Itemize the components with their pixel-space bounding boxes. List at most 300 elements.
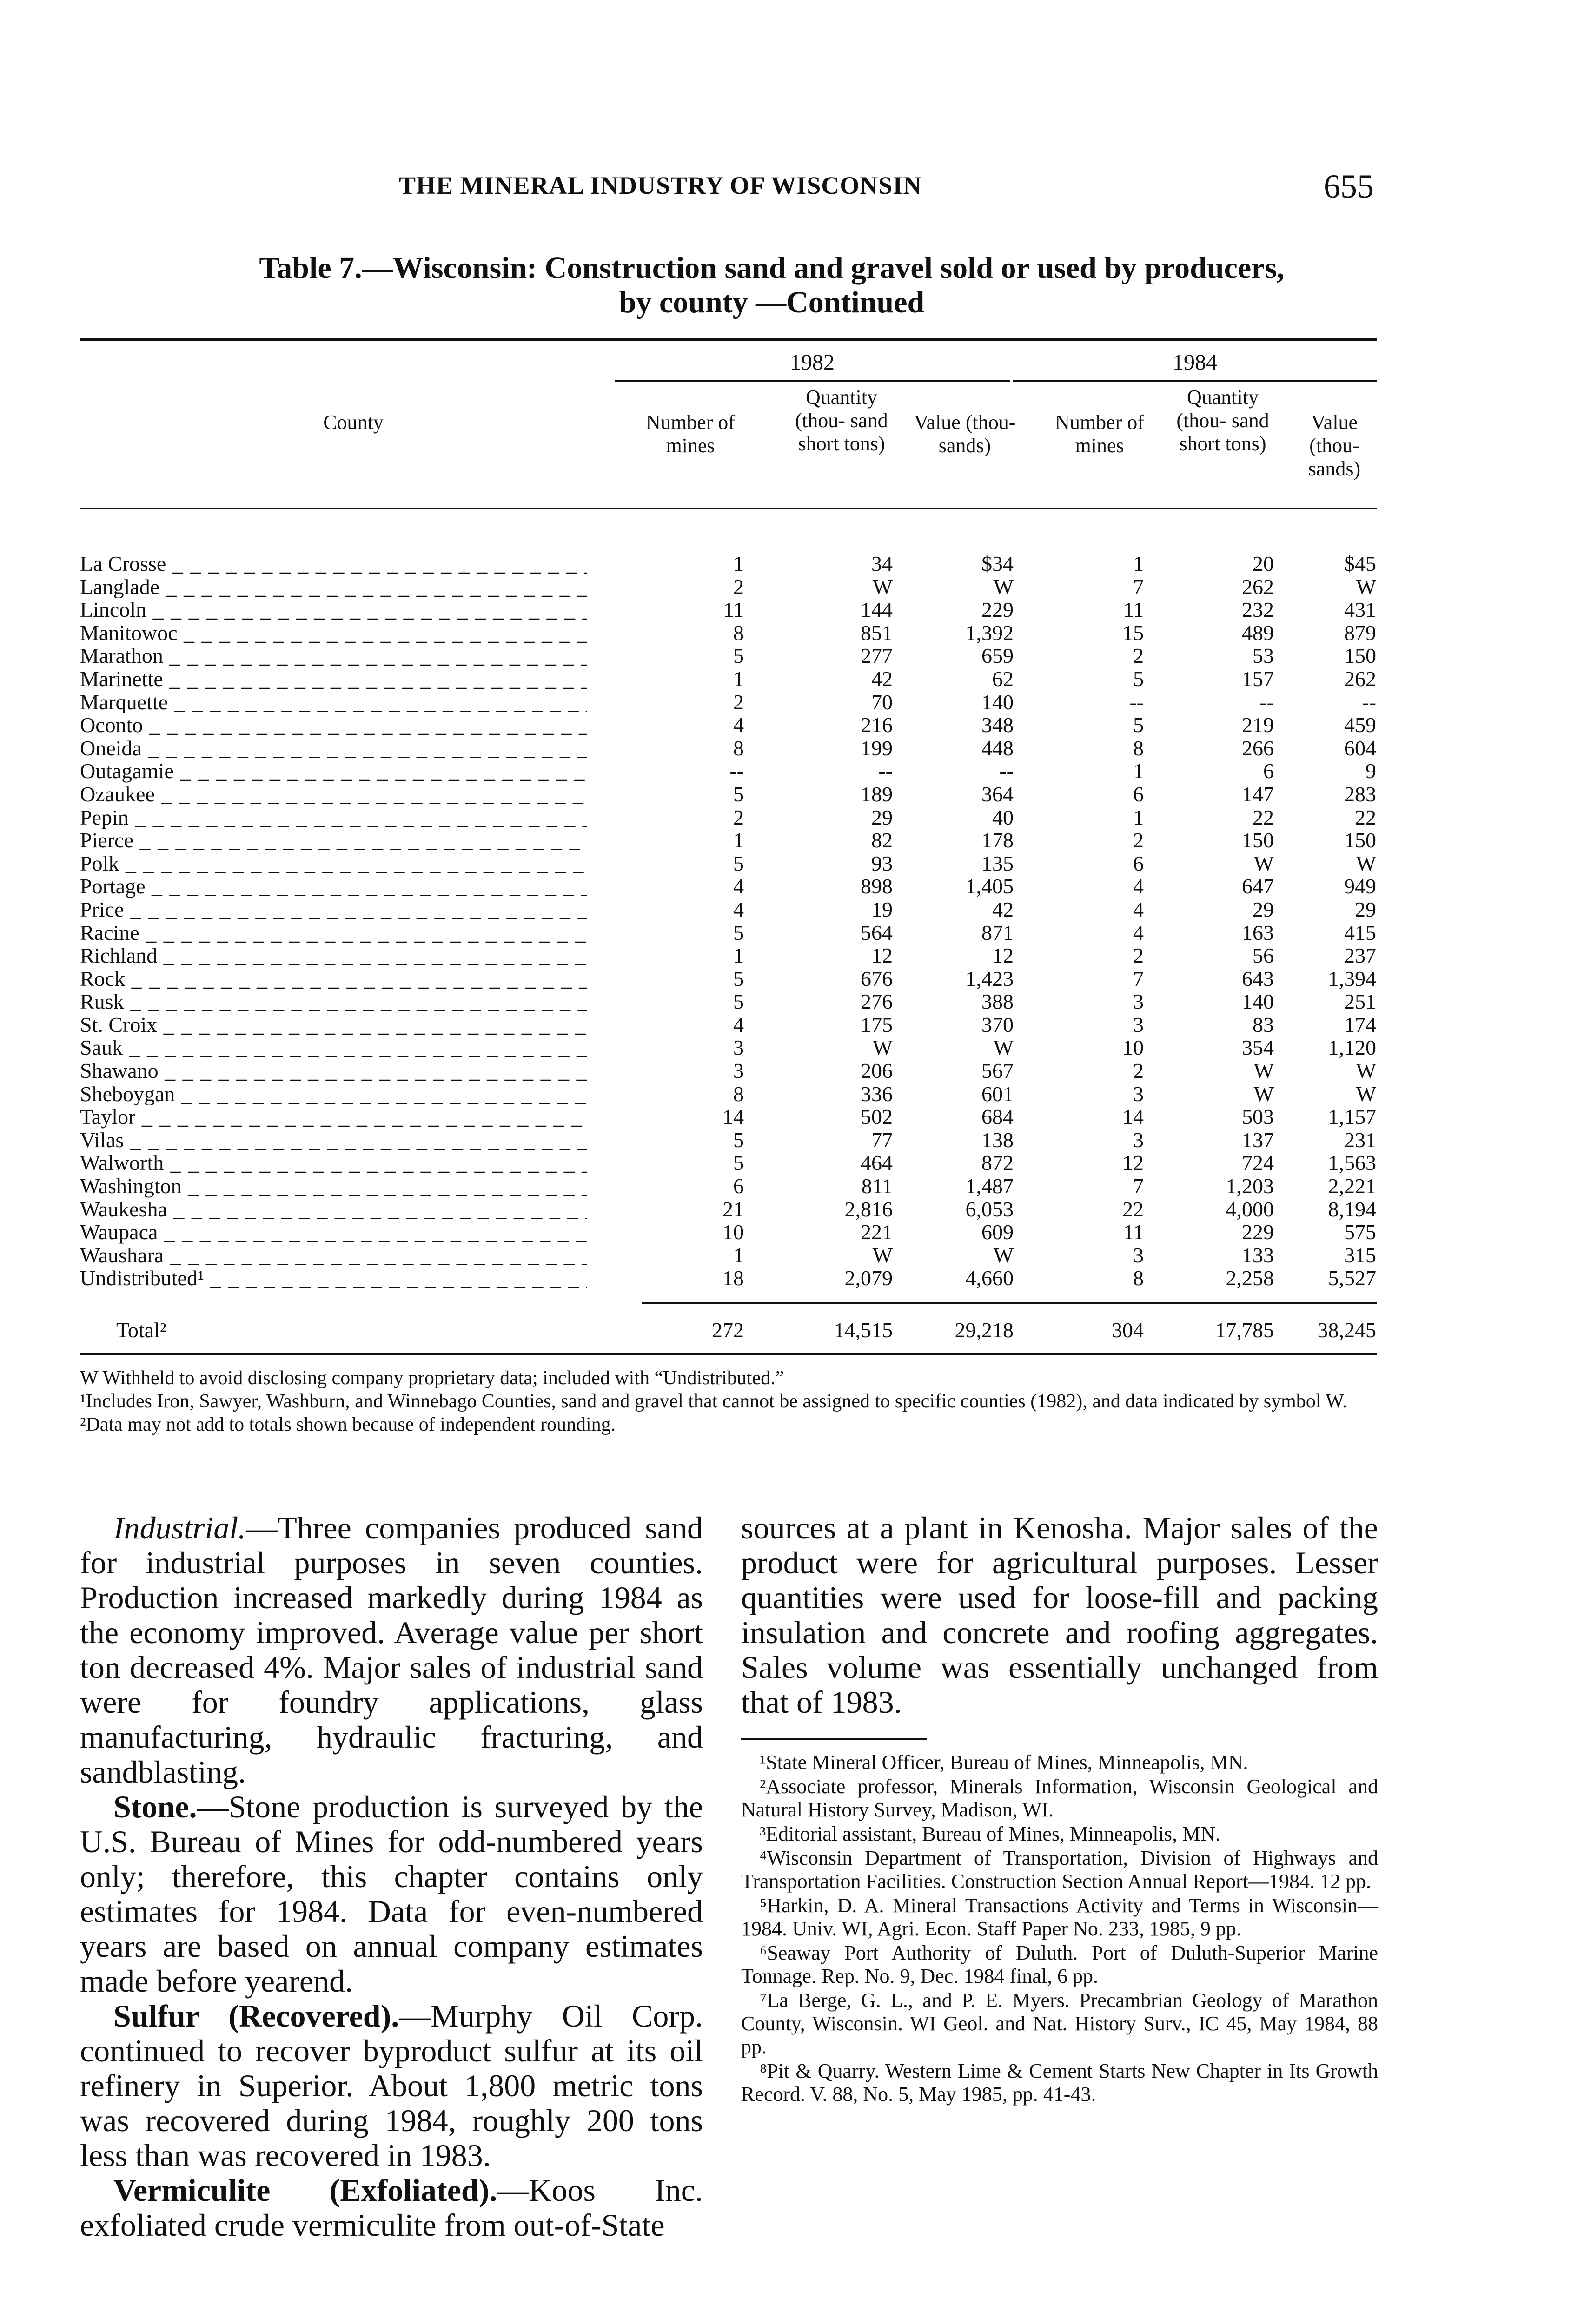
mines-1984: 3 [1133, 1082, 1144, 1106]
value-1984: W [1356, 1059, 1376, 1083]
quantity-1982: 502 [861, 1105, 893, 1129]
mines-1984: 4 [1133, 920, 1144, 944]
stone-text: —Stone production is surveyed by the U.S. Bureau of Mines for odd-numbered years only; therefore, this chapter contains only estimates for 1984. Data for even-numbered years are based on annual company estimates made before yearend. [80, 1789, 703, 1999]
total-mines-1984: 304 [1112, 1318, 1144, 1342]
total-label: Total² [116, 1318, 166, 1342]
mines-1984: 2 [1133, 944, 1144, 968]
table-row [0, 875, 1571, 898]
value-1984: 262 [1344, 667, 1376, 691]
value-1984: 150 [1344, 828, 1376, 852]
paragraph-continued: sources at a plant in Kenosha. Major sales of the product were for agricultural purposes. Lesser quantities were used for loose-fill and packing insulation and concrete and roofing aggregates. Sales volume was essentially unchanged from that of 1983. [741, 1510, 1378, 1720]
total-quantity-1982: 14,515 [834, 1318, 893, 1342]
value-1982: 659 [981, 644, 1014, 668]
mines-1982: 3 [733, 1059, 744, 1083]
table-row [0, 1105, 1571, 1129]
table-row [0, 598, 1571, 621]
body-column-right [741, 1511, 1378, 2107]
table-row [0, 1244, 1571, 1267]
quantity-1982: 19 [871, 897, 893, 921]
quantity-1984: 489 [1242, 621, 1274, 645]
county-name: Lincoln _ _ _ [80, 598, 587, 621]
mines-1984: 1 [1133, 805, 1144, 829]
mines-1984: 2 [1133, 644, 1144, 668]
mines-1984: 14 [1122, 1105, 1144, 1129]
table-caption [167, 251, 1376, 320]
value-1984: 8,194 [1328, 1197, 1376, 1221]
mines-1982: 4 [733, 713, 744, 737]
mines-1984: 12 [1122, 1151, 1144, 1175]
quantity-1984: -- [1259, 690, 1274, 714]
sulfur-text: —Murphy Oil Corp. continued to recover byproduct sulfur at its oil refinery in Superior. About 1,800 metric tons was recovered during 1984, roughly 200 tons less than was recovered in 1983. [80, 1998, 703, 2173]
mines-1984: 1 [1133, 759, 1144, 783]
quantity-1982: 12 [871, 944, 893, 968]
county-name: Undistributed¹ _ _ _ [80, 1267, 587, 1290]
quantity-1984: 140 [1242, 990, 1274, 1014]
mines-1984: 8 [1133, 1266, 1144, 1290]
county-name: Langlade _ _ _ [80, 575, 587, 599]
quantity-1984: 219 [1242, 713, 1274, 737]
mines-1984: 10 [1122, 1036, 1144, 1060]
mines-1982: 4 [733, 897, 744, 921]
mines-1984: 7 [1133, 966, 1144, 990]
county-name: Waukesha _ _ _ [80, 1198, 587, 1221]
county-name: Rusk _ _ _ [80, 990, 587, 1013]
quantity-1982: 34 [871, 552, 893, 575]
quantity-1984: 724 [1242, 1151, 1274, 1175]
table-row [0, 783, 1571, 806]
county-name: St. Croix _ _ _ [80, 1013, 587, 1037]
footnote: ⁵Harkin, D. A. Mineral Transactions Activity and Terms in Wisconsin—1984. Univ. WI, Agri. Econ. Staff Paper No. 233, 1985, 9 pp. [741, 1894, 1378, 1940]
table-row [0, 921, 1571, 944]
quantity-1982: 2,816 [844, 1197, 893, 1221]
quantity-1984: 643 [1242, 966, 1274, 990]
value-1984: 575 [1344, 1220, 1376, 1244]
mines-1984: 2 [1133, 1059, 1144, 1083]
header-county: County [323, 411, 384, 434]
value-1984: 22 [1355, 805, 1376, 829]
mines-1984: 3 [1133, 1128, 1144, 1152]
value-1982: 140 [981, 690, 1014, 714]
mines-1984: 11 [1123, 1220, 1144, 1244]
mines-1984: 8 [1133, 736, 1144, 760]
table-row [0, 829, 1571, 852]
stone-heading: Stone. [113, 1789, 197, 1824]
mines-1982: 2 [733, 690, 744, 714]
value-1982: 178 [981, 828, 1014, 852]
quantity-1982: 93 [871, 851, 893, 875]
value-1982: 42 [992, 897, 1014, 921]
value-1982: -- [999, 759, 1014, 783]
value-1982: 1,392 [965, 621, 1014, 645]
county-name: Washington _ _ _ [80, 1175, 587, 1198]
header-mines-1984: Number of mines [1055, 411, 1144, 457]
value-1984: W [1356, 574, 1376, 599]
mines-1982: 5 [733, 851, 744, 875]
mines-1984: 15 [1122, 621, 1144, 645]
mines-1982: 5 [733, 644, 744, 668]
paragraph-stone [80, 1789, 703, 1999]
quantity-1982: 82 [871, 828, 893, 852]
table-row [0, 667, 1571, 691]
quantity-1982: W [872, 1036, 893, 1060]
quantity-1984: 647 [1242, 874, 1274, 898]
quantity-1982: 276 [861, 990, 893, 1014]
footnote: ⁶Seaway Port Authority of Duluth. Port of Duluth-Superior Marine Tonnage. Rep. No. 9, Dec. 1984 final, 6 pp. [741, 1941, 1378, 1987]
county-name: Walworth _ _ _ [80, 1151, 587, 1175]
county-name: La Crosse _ _ _ [80, 552, 587, 575]
county-name: Richland _ _ _ [80, 944, 587, 967]
table-row [0, 1059, 1571, 1083]
value-1984: 5,527 [1328, 1266, 1376, 1290]
vermiculite-heading: Vermiculite (Exfoliated). [113, 2172, 497, 2208]
mines-1982: 5 [733, 1128, 744, 1152]
quantity-1984: 262 [1242, 574, 1274, 599]
table-row [0, 1013, 1571, 1037]
county-name: Vilas _ _ _ [80, 1129, 587, 1152]
quantity-1982: 70 [871, 690, 893, 714]
total-mines-1982: 272 [712, 1318, 744, 1342]
county-name: Pepin _ _ _ [80, 806, 587, 829]
county-name: Polk _ _ _ [80, 852, 587, 875]
table-row [0, 1129, 1571, 1152]
value-1984: 604 [1344, 736, 1376, 760]
mines-1984: 3 [1133, 990, 1144, 1014]
value-1984: $45 [1344, 552, 1376, 575]
table-row [0, 759, 1571, 783]
quantity-1984: 83 [1253, 1012, 1274, 1037]
mines-1982: 1 [733, 944, 744, 968]
county-name: Manitowoc _ _ _ [80, 621, 587, 645]
value-1982: 1,423 [965, 966, 1014, 990]
table-top-rule [80, 338, 1377, 341]
header-bottom-rule [80, 508, 1377, 509]
value-1982: 388 [981, 990, 1014, 1014]
mines-1984: 6 [1133, 851, 1144, 875]
mines-1982: 2 [733, 805, 744, 829]
value-1984: 231 [1344, 1128, 1376, 1152]
mines-1984: 2 [1133, 828, 1144, 852]
total-value-1984: 38,245 [1317, 1318, 1376, 1342]
mines-1982: 11 [723, 598, 744, 622]
mines-1982: 1 [733, 1243, 744, 1267]
header-quantity-1984: Quantity (thou- sand short tons) [1176, 386, 1269, 455]
quantity-1982: 175 [861, 1012, 893, 1037]
value-1982: 6,053 [965, 1197, 1014, 1221]
mines-1982: 8 [733, 736, 744, 760]
mines-1982: 1 [733, 552, 744, 575]
mines-1982: 21 [723, 1197, 744, 1221]
header-value-1982: Value (thou- sands) [914, 411, 1016, 457]
mines-1984: 4 [1133, 897, 1144, 921]
quantity-1984: 29 [1253, 897, 1274, 921]
mines-1984: 6 [1133, 782, 1144, 806]
total-row [0, 1316, 1571, 1344]
total-rule-1 [642, 1302, 1377, 1304]
quantity-1984: 229 [1242, 1220, 1274, 1244]
total-value-1982: 29,218 [955, 1318, 1014, 1342]
quantity-1984: W [1253, 1082, 1274, 1106]
year-1982: 1982 [790, 350, 835, 375]
value-1984: 1,563 [1328, 1151, 1376, 1175]
value-1982: 12 [992, 944, 1014, 968]
quantity-1982: 851 [861, 621, 893, 645]
quantity-1982: 221 [861, 1220, 893, 1244]
quantity-1982: 811 [861, 1174, 893, 1198]
county-name: Taylor _ _ _ [80, 1105, 587, 1129]
mines-1982: 5 [733, 920, 744, 944]
table-row [0, 1151, 1571, 1175]
table-body [0, 552, 1571, 1290]
value-1984: 237 [1344, 944, 1376, 968]
vermiculite-text: —Koos Inc. exfoliated crude vermiculite from out-of-State [80, 2172, 703, 2243]
county-name: Portage _ _ _ [80, 875, 587, 898]
mines-1984: 5 [1133, 713, 1144, 737]
industrial-heading: Industrial. [113, 1510, 246, 1545]
table-row [0, 990, 1571, 1013]
mines-1982: 18 [723, 1266, 744, 1290]
footnote-rule [741, 1738, 927, 1740]
table-note: W Withheld to avoid disclosing company proprietary data; included with “Undistributed.” [80, 1367, 784, 1389]
value-1984: 2,221 [1328, 1174, 1376, 1198]
quantity-1984: 137 [1242, 1128, 1274, 1152]
table-note: ¹Includes Iron, Sawyer, Washburn, and Winnebago Counties, sand and gravel that cannot be assigned to specific counties (1982), and data indicated by symbol W. [80, 1391, 1347, 1412]
table-row [0, 1267, 1571, 1290]
quantity-1984: 2,258 [1226, 1266, 1274, 1290]
value-1984: 29 [1355, 897, 1376, 921]
county-name: Racine _ _ _ [80, 921, 587, 944]
county-name: Marathon _ _ _ [80, 644, 587, 667]
value-1982: 62 [992, 667, 1014, 691]
quantity-1982: W [872, 1243, 893, 1267]
quantity-1984: 157 [1242, 667, 1274, 691]
value-1982: W [993, 574, 1014, 599]
value-1984: W [1356, 851, 1376, 875]
year-1984-rule [1013, 380, 1377, 382]
value-1982: 1,487 [965, 1174, 1014, 1198]
sulfur-heading: Sulfur (Recovered). [113, 1998, 399, 2034]
table-row [0, 1198, 1571, 1221]
mines-1982: 5 [733, 990, 744, 1014]
mines-1984: 11 [1123, 598, 1144, 622]
table-row [0, 967, 1571, 990]
quantity-1982: 144 [861, 598, 893, 622]
footnote: ⁴Wisconsin Department of Transportation, Division of Highways and Transportation Facilities. Construction Section Annual Report—1984. 12 pp. [741, 1847, 1378, 1893]
table-bottom-rule [80, 1353, 1377, 1355]
quantity-1984: 503 [1242, 1105, 1274, 1129]
county-name: Shawano _ _ _ [80, 1059, 587, 1083]
table-row [0, 713, 1571, 737]
quantity-1982: 564 [861, 920, 893, 944]
county-name: Marinette _ _ _ [80, 667, 587, 691]
quantity-1982: 29 [871, 805, 893, 829]
value-1982: 684 [981, 1105, 1014, 1129]
value-1982: $34 [981, 552, 1014, 575]
mines-1984: 7 [1133, 574, 1144, 599]
county-name: Sheboygan _ _ _ [80, 1083, 587, 1106]
footnote: ³Editorial assistant, Bureau of Mines, Minneapolis, MN. [760, 1822, 1220, 1845]
header-mines-1982: Number of mines [646, 411, 735, 457]
quantity-1982: 676 [861, 966, 893, 990]
mines-1982: 5 [733, 966, 744, 990]
county-name: Sauk _ _ _ [80, 1036, 587, 1059]
quantity-1982: 42 [871, 667, 893, 691]
value-1984: 283 [1344, 782, 1376, 806]
county-name: Oneida _ _ _ [80, 737, 587, 760]
mines-1982: 5 [733, 1151, 744, 1175]
table-row [0, 944, 1571, 967]
table-note: ²Data may not add to totals shown because of independent rounding. [80, 1414, 616, 1435]
county-name: Waushara _ _ _ [80, 1244, 587, 1267]
table-row [0, 737, 1571, 760]
value-1982: W [993, 1036, 1014, 1060]
mines-1982: 8 [733, 1082, 744, 1106]
table-row [0, 1036, 1571, 1059]
quantity-1984: 22 [1253, 805, 1274, 829]
value-1982: 370 [981, 1012, 1014, 1037]
mines-1982: 5 [733, 782, 744, 806]
running-title: THE MINERAL INDUSTRY OF WISCONSIN [399, 172, 922, 199]
value-1982: 1,405 [965, 874, 1014, 898]
value-1984: 1,394 [1328, 966, 1376, 990]
value-1982: 448 [981, 736, 1014, 760]
value-1984: 150 [1344, 644, 1376, 668]
county-name: Outagamie _ _ _ [80, 759, 587, 783]
table-row [0, 644, 1571, 667]
value-1982: 4,660 [965, 1266, 1014, 1290]
value-1984: 879 [1344, 621, 1376, 645]
quantity-1982: 189 [861, 782, 893, 806]
quantity-1984: 1,203 [1226, 1174, 1274, 1198]
mines-1982: 1 [733, 667, 744, 691]
caption-line-2: by county —Continued [619, 285, 925, 319]
mines-1982: 10 [723, 1220, 744, 1244]
value-1982: 872 [981, 1151, 1014, 1175]
footnotes [741, 1751, 1378, 2106]
value-1984: 459 [1344, 713, 1376, 737]
quantity-1984: 147 [1242, 782, 1274, 806]
footnote: ²Associate professor, Minerals Information, Wisconsin Geological and Natural History Survey, Madison, WI. [741, 1775, 1378, 1821]
mines-1982: 4 [733, 874, 744, 898]
quantity-1984: 266 [1242, 736, 1274, 760]
value-1982: 609 [981, 1220, 1014, 1244]
mines-1982: 3 [733, 1036, 744, 1060]
mines-1982: -- [729, 759, 744, 783]
mines-1984: 3 [1133, 1012, 1144, 1037]
mines-1984: 7 [1133, 1174, 1144, 1198]
value-1984: 1,120 [1328, 1036, 1376, 1060]
quantity-1982: 2,079 [844, 1266, 893, 1290]
value-1982: 871 [981, 920, 1014, 944]
mines-1982: 2 [733, 574, 744, 599]
table-row [0, 575, 1571, 599]
value-1982: 138 [981, 1128, 1014, 1152]
value-1984: 1,157 [1328, 1105, 1376, 1129]
value-1984: 174 [1344, 1012, 1376, 1037]
quantity-1982: 464 [861, 1151, 893, 1175]
quantity-1982: 336 [861, 1082, 893, 1106]
body-column-left [80, 1511, 703, 2243]
value-1982: 364 [981, 782, 1014, 806]
value-1984: -- [1362, 690, 1376, 714]
value-1984: 431 [1344, 598, 1376, 622]
county-name: Pierce _ _ _ [80, 829, 587, 852]
quantity-1982: W [872, 574, 893, 599]
mines-1984: 1 [1133, 552, 1144, 575]
quantity-1984: 20 [1253, 552, 1274, 575]
quantity-1982: 199 [861, 736, 893, 760]
footnote: ⁷La Berge, G. L., and P. E. Myers. Precambrian Geology of Marathon County, Wisconsin. WI Geol. and Nat. History Surv., IC 45, May 1984, 88 pp. [741, 1989, 1378, 2058]
paragraph-sulfur [80, 1999, 703, 2173]
quantity-1982: 206 [861, 1059, 893, 1083]
value-1984: 9 [1366, 759, 1376, 783]
value-1982: 348 [981, 713, 1014, 737]
paragraph-vermiculite [80, 2173, 703, 2243]
table-row [0, 852, 1571, 875]
total-quantity-1984: 17,785 [1215, 1318, 1274, 1342]
value-1982: 135 [981, 851, 1014, 875]
page-number: 655 [1324, 168, 1374, 205]
year-1984: 1984 [1173, 350, 1217, 375]
quantity-1984: 56 [1253, 944, 1274, 968]
table-row [0, 552, 1571, 575]
value-1982: 229 [981, 598, 1014, 622]
county-name: Ozaukee _ _ _ [80, 783, 587, 806]
quantity-1984: 4,000 [1226, 1197, 1274, 1221]
mines-1984: -- [1129, 690, 1144, 714]
value-1982: 40 [992, 805, 1014, 829]
mines-1984: 3 [1133, 1243, 1144, 1267]
table-row [0, 806, 1571, 829]
mines-1982: 6 [733, 1174, 744, 1198]
quantity-1984: 232 [1242, 598, 1274, 622]
county-name: Marquette _ _ _ [80, 691, 587, 714]
quantity-1982: 216 [861, 713, 893, 737]
paragraph-industrial [80, 1511, 703, 1789]
value-1982: 567 [981, 1059, 1014, 1083]
footnote: ⁸Pit & Quarry. Western Lime & Cement Starts New Chapter in Its Growth Record. V. 88, No. 5, May 1985, pp. 41-43. [741, 2060, 1378, 2106]
table-row [0, 691, 1571, 714]
header-quantity-1982: Quantity (thou- sand short tons) [795, 386, 888, 455]
table-notes [80, 1367, 1377, 1436]
value-1984: 949 [1344, 874, 1376, 898]
value-1984: W [1356, 1082, 1376, 1106]
value-1984: 415 [1344, 920, 1376, 944]
quantity-1984: W [1253, 1059, 1274, 1083]
quantity-1982: -- [878, 759, 893, 783]
value-1982: W [993, 1243, 1014, 1267]
mines-1984: 22 [1122, 1197, 1144, 1221]
industrial-text: —Three companies produced sand for industrial purposes in seven counties. Production increased markedly during 1984 as the economy improved. Average value per short ton decreased 4%. Major sales of industrial sand were for foundry applications, glass manufacturing, hydraulic fracturing, and sandblasting. [80, 1510, 703, 1789]
table-row [0, 1175, 1571, 1198]
mines-1984: 5 [1133, 667, 1144, 691]
county-name: Waupaca _ _ _ [80, 1221, 587, 1244]
value-1982: 601 [981, 1082, 1014, 1106]
county-name: Rock _ _ _ [80, 967, 587, 990]
county-name: Oconto _ _ _ [80, 713, 587, 737]
table-row [0, 1221, 1571, 1244]
value-1984: 251 [1344, 990, 1376, 1014]
county-name: Price _ _ _ [80, 898, 587, 921]
footnote: ¹State Mineral Officer, Bureau of Mines, Minneapolis, MN. [760, 1751, 1248, 1774]
quantity-1984: 133 [1242, 1243, 1274, 1267]
quantity-1984: 150 [1242, 828, 1274, 852]
table-row [0, 898, 1571, 921]
caption-line-1: Table 7.—Wisconsin: Construction sand and gravel sold or used by producers, [259, 251, 1285, 285]
mines-1982: 14 [723, 1105, 744, 1129]
mines-1982: 1 [733, 828, 744, 852]
mines-1984: 4 [1133, 874, 1144, 898]
quantity-1984: W [1253, 851, 1274, 875]
